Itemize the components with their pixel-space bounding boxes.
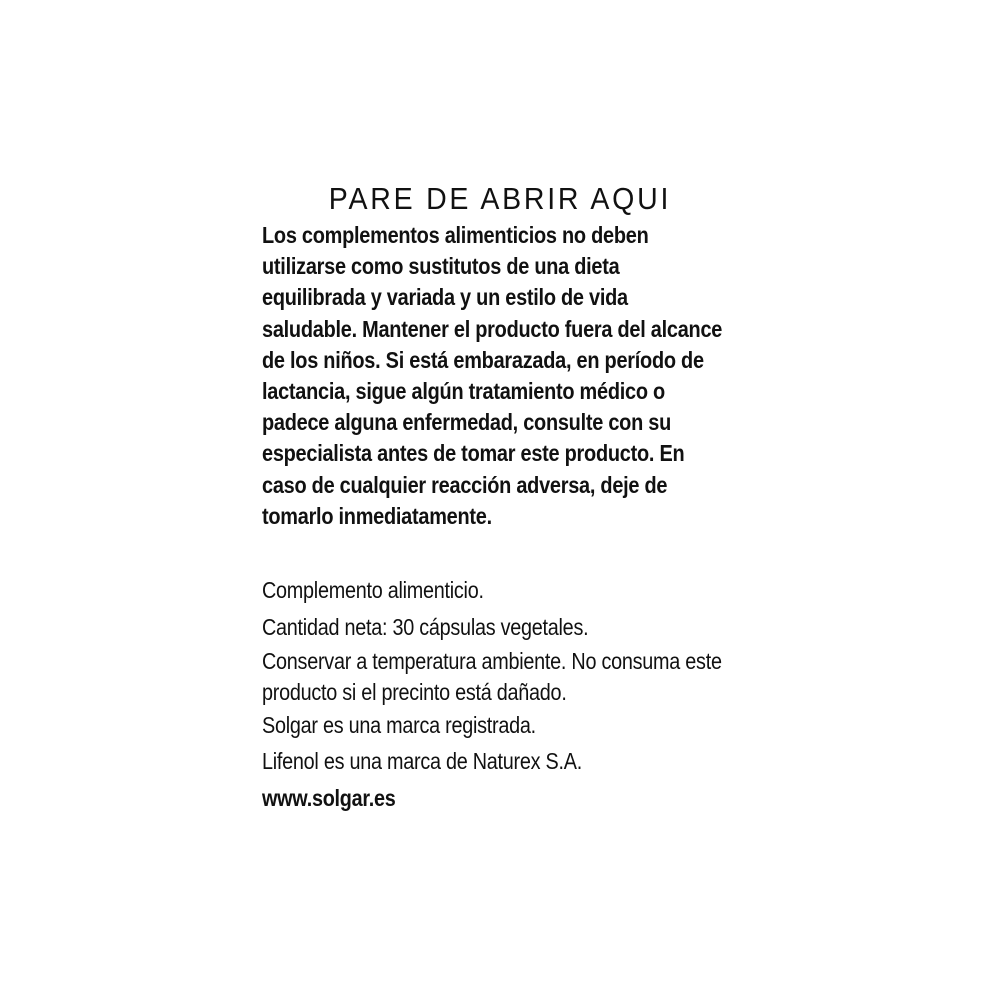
quantity-text: Cantidad neta: 30 cápsulas vegetales.: [262, 614, 589, 640]
stop-opening-heading: PARE DE ABRIR AQUI: [328, 181, 672, 216]
trademark-solgar-line: [262, 710, 822, 741]
label-panel: [262, 178, 742, 532]
supplement-line: [262, 575, 822, 606]
warning-paragraph: Los complementos alimenticios no deben utilizarse como sustitutos de una dieta equilibrada y variada y un estilo de vida saludable. Mantener el producto fuera del alcance de los niños. Si está embarazada, en período de lactancia, sigue algún tratamiento médico o padece alguna enfermedad, consulte con su especialista antes de tomar este producto. En caso de cualquier reacción adversa, deje de tomarlo inmediatamente.: [262, 222, 723, 529]
trademark-lifenol-line: [262, 746, 822, 777]
trademark-lifenol-text: Lifenol es una marca de Naturex S.A.: [262, 748, 582, 774]
storage-line: [262, 646, 817, 708]
website-text: www.solgar.es: [262, 785, 396, 811]
quantity-line: [262, 612, 822, 643]
trademark-solgar-text: Solgar es una marca registrada.: [262, 712, 536, 738]
website-line: [262, 783, 822, 814]
supplement-text: Complemento alimenticio.: [262, 577, 484, 603]
storage-text: Conservar a temperatura ambiente. No consuma este producto si el precinto está dañado.: [262, 648, 722, 705]
